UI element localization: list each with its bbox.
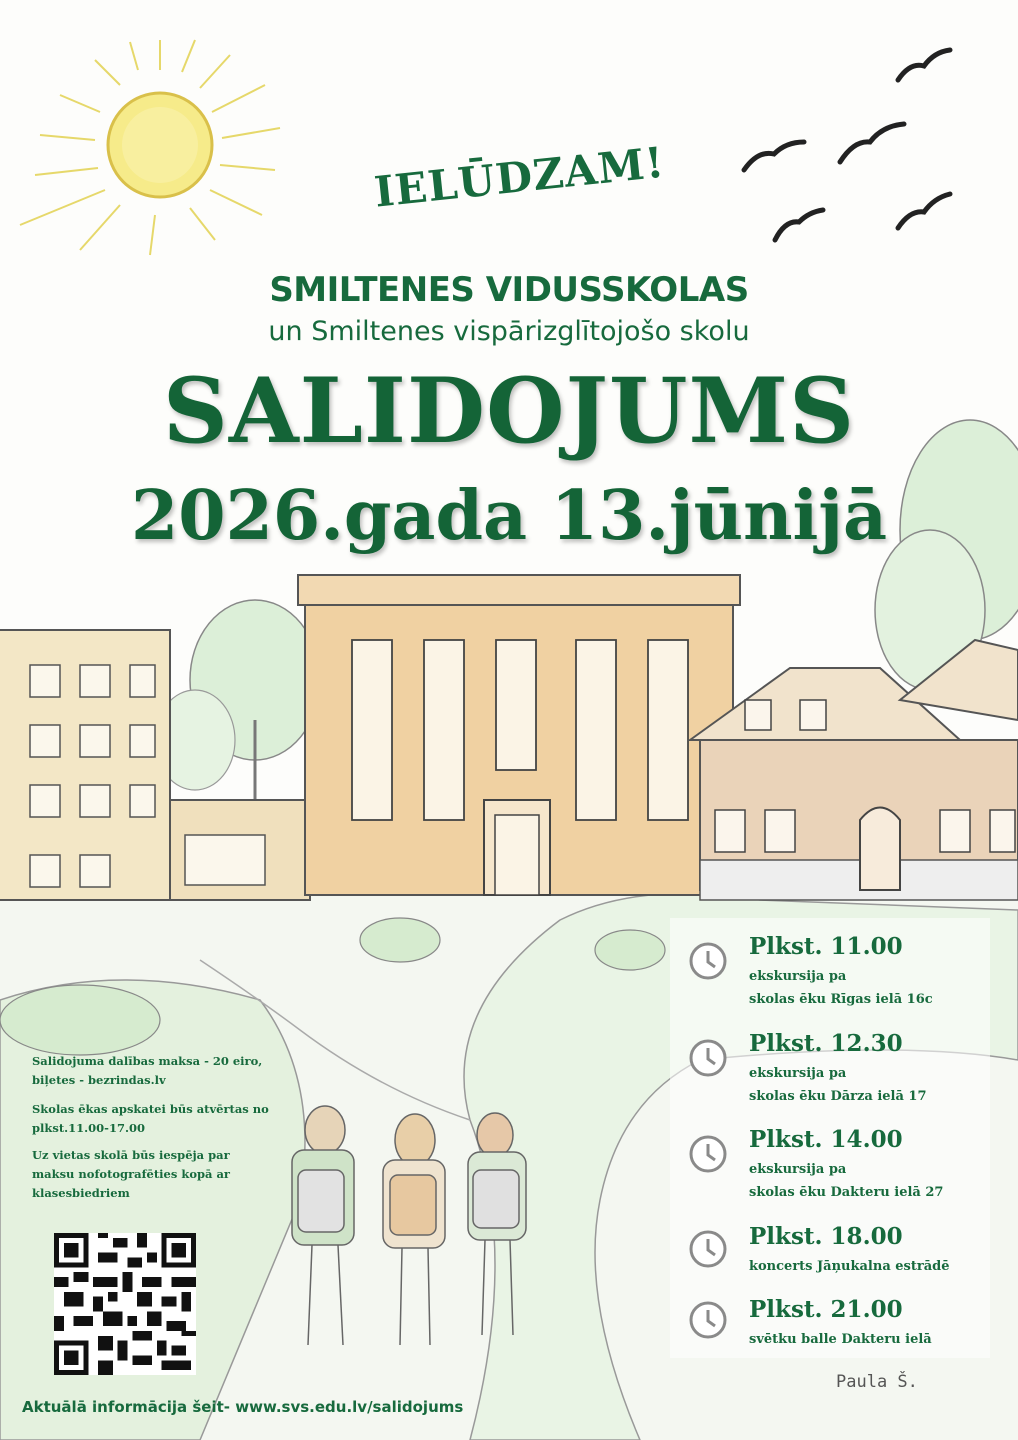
schedule-desc: koncerts Jāņukalna estrādē — [749, 1259, 950, 1274]
school-name: SMILTENES VIDUSSKOLAS — [269, 270, 749, 310]
schedule-desc: ekskursija pa skolas ēku Dakteru ielā 27 — [749, 1162, 944, 1200]
main-building — [298, 575, 740, 895]
schedule-time: Plkst. 21.00 — [749, 1296, 903, 1323]
with-school: un Smiltenes vispārizglītojošo skolu — [268, 316, 750, 347]
schedule-time: Plkst. 14.00 — [749, 1126, 903, 1153]
bird-icon — [898, 194, 950, 228]
clock-icon — [688, 1038, 728, 1078]
bird-icon — [744, 142, 804, 170]
clock-icon — [688, 1229, 728, 1269]
bird-icon — [898, 50, 950, 80]
bird-icon — [840, 124, 904, 162]
birds — [744, 50, 950, 240]
schedule-time: Plkst. 12.30 — [749, 1030, 903, 1057]
schedule-time: Plkst. 18.00 — [749, 1223, 903, 1250]
info-fee: Salidojuma dalības maksa - 20 eiro, biļetes - bezrindas.lv — [32, 1054, 263, 1087]
schedule-desc: ekskursija pa skolas ēku Dārza ielā 17 — [749, 1066, 927, 1104]
qr-code[interactable] — [54, 1233, 196, 1375]
sun-icon — [20, 40, 280, 255]
schedule-desc: ekskursija pa skolas ēku Rīgas ielā 16c — [749, 969, 933, 1007]
schedule-time: Plkst. 11.00 — [749, 933, 903, 960]
invite-heading: IELŪDZAM! — [372, 137, 667, 217]
footer-link[interactable]: Aktuālā informācija šeit- www.svs.edu.lv/salidojums — [22, 1398, 464, 1416]
clock-icon — [688, 941, 728, 981]
clock-icon — [688, 1134, 728, 1174]
artist-signature: Paula Š. — [836, 1372, 918, 1392]
info-opening-hours: Skolas ēkas apskatei būs atvērtas no plkst.11.00-17.00 — [32, 1102, 269, 1135]
clock-icon — [688, 1300, 728, 1340]
right-house — [690, 640, 1018, 900]
event-title: SALIDOJUMS — [162, 358, 856, 464]
info-photo: Uz vietas skolā būs iespēja par maksu nofotografēties kopā ar klasesbiedriem — [32, 1148, 230, 1200]
bird-icon — [775, 210, 823, 240]
schedule-desc: svētku balle Dakteru ielā — [749, 1332, 932, 1347]
event-date: 2026.gada 13.jūnijā — [130, 476, 888, 556]
